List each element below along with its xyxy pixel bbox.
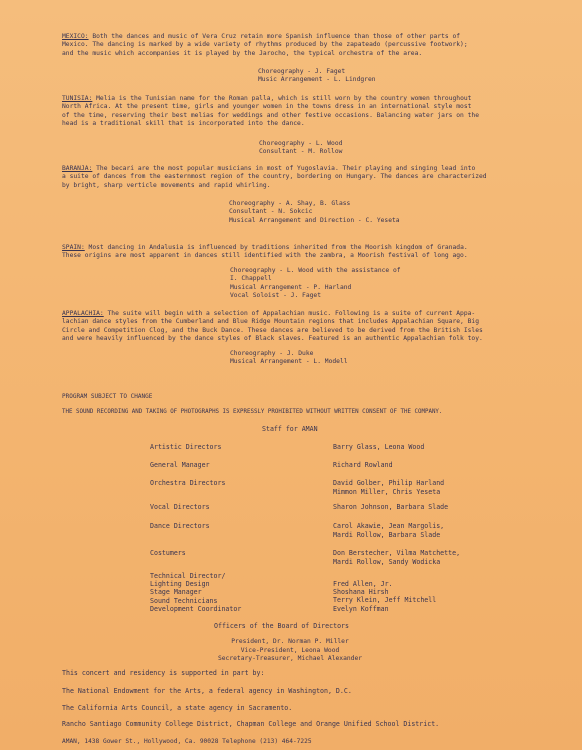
program-change-notice: PROGRAM SUBJECT TO CHANGE [62,393,153,400]
credits-spain [230,267,401,301]
credit-line: I. Chappell [230,275,272,283]
section-title: BARANJA: [62,165,93,172]
section-appalachia [62,310,540,344]
section-line: lachian dance styles from the Cumberland and Blue Ridge Mountain regions that includes Appalachian Square, Big [62,318,480,326]
technical-values: Fred Allen, Jr. Shoshana Hirsh Terry Klein, Jeff Mitchell Evelyn Koffman [333,580,437,613]
section-title: SPAIN: [62,244,85,251]
company-address: AMAN, 1438 Gower St., Hollywood, Ca. 90028 Telephone (213) 464-7225 [62,738,312,745]
section-line: head is a traditional skill that is incorporated into the dance. [62,120,305,128]
credit-line: Musical Arrangement and Direction - C. Yeseta [229,216,400,224]
technical-labels: Technical Director/ Lighting Design Stage Manager Sound Technicians Development Coordinator [150,572,242,613]
staff-value: Sharon Johnson, Barbara Slade [333,503,449,511]
section-line: Mexico. The dancing is marked by a wide variety of rhythms produced by the zapateado (percussive footwork); [62,41,468,49]
staff-label: Orchestra Directors [150,479,226,487]
credit-line: Choreography - A. Shay, B. Glass [229,200,351,207]
section-tunisia [62,95,540,129]
support-line: Rancho Santiago Community College District, Chapman College and Orange Unified School District. [62,720,440,728]
recording-prohibited-notice: THE SOUND RECORDING AND TAKING OF PHOTOGRAPHS IS EXPRESSLY PROHIBITED WITHOUT WRITTEN CONSENT OF THE COMPANY. [62,409,443,415]
section-line: North Africa. At the present time, girls and younger women in the towns dress in an international style most [62,103,472,111]
staff-label: Artistic Directors [150,443,222,451]
credit-line: Choreography - L. Wood with the assistance of [230,267,401,274]
section-line: Most dancing in Andalusia is influenced by traditions inherited from the Moorish kingdom of Granada. [84,244,468,251]
section-line: The suite will begin with a selection of Appalachian music. Following is a suite of current Appa- [103,310,476,317]
staff-label: General Manager [150,461,210,469]
section-line: by bright, sharp verticle movements and rapid whirling. [62,181,271,189]
credits-mexico [258,68,376,85]
section-line: a suite of dances from the easternmost region of the country, bordering on Hungary. The dances are characterized [62,173,487,181]
staff-heading: Staff for AMAN [262,425,318,433]
credit-line: Choreography - J. Duke [230,350,314,357]
board-heading: Officers of the Board of Directors [214,622,349,630]
section-line: Circle and Competition Clog, and the Buck Dance. These dances are believed to be derived from the British Isles [62,326,483,334]
support-line: The California Arts Council, a state agency in Sacramento. [62,704,293,712]
section-title: APPALACHIA: [62,310,104,317]
credit-line: Consultant - N. Sokcic [229,208,313,216]
staff-value: David Golber, Philip Harland Mimmon Miller, Chris Yeseta [333,479,445,496]
staff-label: Costumers [150,549,186,557]
section-line: Melia is the Tunisian name for the Roman palla, which is still worn by the country women throughout [92,95,472,102]
staff-value: Barry Glass, Leona Wood [333,443,425,451]
section-title: TUNISIA: [62,95,93,102]
section-line: and were heavily influenced by the dance styles of Black slaves. Featured is an authentic Appalachian folk toy. [62,335,483,343]
credit-line: Music Arrangement - L. Lindgren [258,76,376,84]
section-line: and the music which accompanies it is played by the Jarocho, the typical orchestra of the area. [62,49,423,57]
staff-value: Don Berstecher, Vilma Matchette, Mardi Rollow, Sandy Wodicka [333,549,461,566]
credit-line: Musical Arrangement - L. Modell [230,358,348,366]
support-line: The National Endowment for the Arts, a federal agency in Washington, D.C. [62,687,352,695]
credit-line: Choreography - J. Faget [258,68,346,75]
staff-label: Vocal Directors [150,503,210,511]
staff-label: Dance Directors [150,522,210,530]
section-spain [62,244,540,261]
credits-baranja [229,200,400,225]
section-baranja [62,165,540,190]
credit-line: Consultant - M. Rollow [259,148,343,156]
section-line: These origins are most apparent in dances still identified with the zambra, a Moorish festival of long ago. [62,252,468,260]
support-intro: This concert and residency is supported in part by: [62,669,265,677]
credits-appalachia [230,350,348,367]
staff-value: Richard Rowland [333,461,393,469]
board-officers: President, Dr. Norman P. Miller Vice-President, Leona Wood Secretary-Treasurer, Michael Alexander [217,638,363,663]
section-line: Both the dances and music of Vera Cruz retain more Spanish influence than those of other parts of [88,33,461,40]
credits-tunisia [259,140,342,157]
section-mexico [62,33,540,58]
credit-line: Musical Arrangement - P. Harland [230,283,352,291]
credit-line: Choreography - L. Wood [259,140,343,147]
section-title: MEXICO: [62,33,89,40]
section-line: The becari are the most popular musicians in most of Yugoslavia. Their playing and singing lead into [92,165,476,172]
section-line: of the time, reserving their best melias for weddings and other festive occasions. Balancing water jars on the [62,111,480,119]
staff-value: Carol Akawie, Jean Margolis, Mardi Rollow, Barbara Slade [333,522,445,539]
credit-line: Vocal Soloist - J. Faget [230,292,321,300]
